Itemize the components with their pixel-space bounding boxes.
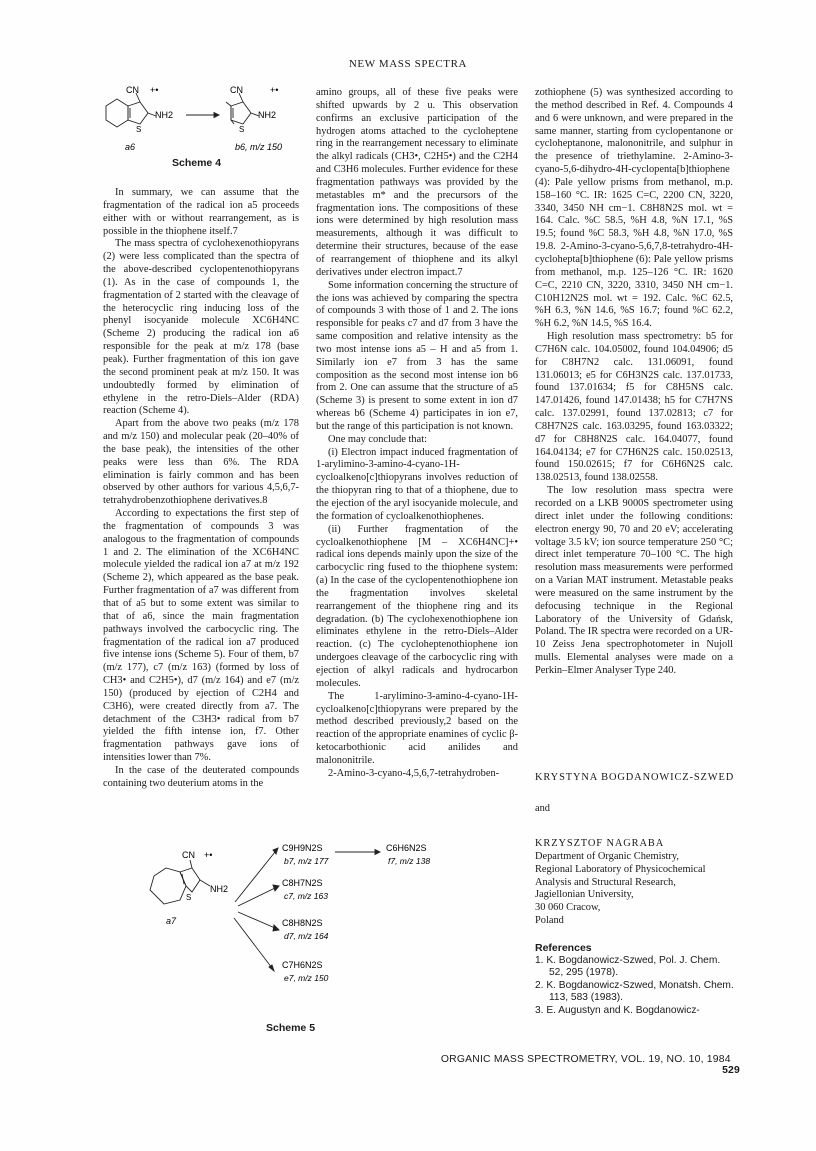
col1-paragraph: In summary, we can assume that the fragmentation of the radical ion a5 proceeds either with or without rearrangement, as is possible in the thiophene itself.7 [103, 187, 299, 237]
scheme-4-left-s: S [136, 125, 142, 134]
scheme-5-arrows [234, 848, 380, 971]
scheme-5-ion-formula: C8H8N2S [282, 918, 323, 928]
scheme-4-arrow [186, 113, 219, 118]
scheme-4-right-structure [226, 93, 259, 124]
references-heading: References [535, 942, 592, 954]
col3-paragraph: The low resolution mass spectra were recorded on a LKB 9000S spectrometer using direct inlet under the following conditions: electron energy 90, 70 and 20 eV; accelerating voltage 3.5 kV; ion source temperature 250 °C; direct inlet temperature 70–100 °C. The high resolution mass measurements were performed on a Varian MAT instrument. Metastable peaks were measured on the same instrument by the defocusing technique in the Regional Laboratory of the University of Gdańsk, Poland. The IR spectra were recorded on a UR-10 Zeiss Jena spectrophotometer in Nujoll mulls. Elemental analyses were made on a Perkin–Elmer Analyser Type 240. [535, 485, 733, 676]
scheme-4-right-ion-label: b6, m/z 150 [235, 142, 283, 152]
scheme-5-ion-formula: C6H6N2S [386, 843, 427, 853]
scheme-5-parent-label: a7 [166, 916, 177, 926]
affiliation-line: Regional Laboratory of Physicochemical [535, 863, 706, 875]
scheme-4-caption: Scheme 4 [172, 157, 222, 169]
affiliation-line: Department of Organic Chemistry, [535, 850, 679, 862]
scheme-5-figure [140, 840, 525, 1010]
col3-paragraph: zothiophene (5) was synthesized according to the method described in Ref. 4. Compounds 4 and 6 were unknown, and were prepared in the same manner, starting from cyclopentanone or cycloheptanone, malononitrile, and sulphur in the presence of triethylamine. 2-Amino-3-cyano-5,6-dihydro-4H-cyclopenta[b]thiophene (4): Pale yellow prisms from methanol, m.p. 158–160 °C. IR: 1625 C=C, 2200 CN, 3220, 3340, 3450 NH cm−1. C8H8N2S mol. wt = 164. Calc. %C 58.5, %H 4.8, %N 17.1, %S 19.5; found %C 58.3, %H 4.8, %N 17.0, %S 19.8. 2-Amino-3-cyano-5,6,7,8-tetrahydro-4H-cyclohepta[b]thiophene (6): Pale yellow prisms from methanol, m.p. 125–126 °C. IR: 1620 C=C, 2210 CN, 3220, 3310, 3450 NH cm−1. C10H12N2S mol. wt = 192. Calc. %C 62.5, %H 6.3, %N 14.6, %S 16.7; found %C 62.2, %H 6.2, %N 14.5, %S 16.4. [535, 87, 733, 330]
references-block [535, 942, 735, 1017]
scheme-4-left-ion-label: a6 [125, 142, 136, 152]
scheme-5-caption: Scheme 5 [266, 1022, 316, 1034]
scheme-4-left-cn: CN [126, 86, 139, 95]
scheme-5-s: S [186, 893, 192, 902]
col1-paragraph: According to expectations the first step of the fragmentation of compounds 3 was analogous to the fragmentation of compounds 1 and 2. The elimination of the XC6H4NC molecule yielded the radical ion a7 at m/z 192 (Scheme 2), which appeared as the base peak. Further fragmentation of a7 was different from that of a5 but to some extent was similar to that of a6, since the main fragmentation pathways involved the carbocyclic ring. The fragmentation of the radical ion a7 produced five intense ions (Scheme 5). Four of them, b7 (m/z 177), c7 (m/z 163) (formed by loss of CH3• and C2H5•), d7 (m/z 164) and e7 (m/z 150) (produced by ejection of C2H4 and C3H6), were created directly from a7. The detachment of the C3H3• radical from b7 yielded the fifth intense ion, f7. Other fragmentation pathways gave ions of intensities lower than 7%. [103, 508, 299, 764]
scheme-4-right-charge: +• [270, 86, 279, 95]
scheme-5-ion-label: d7, m/z 164 [284, 931, 329, 941]
scheme-4-left-charge: +• [150, 86, 159, 95]
scheme-4-right-s: S [239, 125, 245, 134]
col2-paragraph: (i) Electron impact induced fragmentation of 1-arylimino-3-amino-4-cyano-1H-cycloalkeno[c]thiopyrans involves reduction of the thiopyran ring to that of a thiophene, due to the ejection of the aryl isocyanide molecule, and the formation of cycloalkenothiophenes. [316, 446, 518, 522]
scheme-5-parent-structure [150, 860, 210, 904]
scheme-4-left-nh2: NH2 [155, 110, 174, 120]
column-3 [535, 87, 733, 678]
author-2: KRZYSZTOF NAGRABA [535, 837, 665, 849]
col1-paragraph: In the case of the deuterated compounds containing two deuterium atoms in the [103, 764, 299, 789]
scheme-5-ion-label: c7, m/z 163 [284, 891, 328, 901]
page-number: 529 [722, 1065, 740, 1076]
reference-item: 1. K. Bogdanowicz-Szwed, Pol. J. Chem. 52, 295 (1978). [535, 954, 721, 979]
col3-paragraph: High resolution mass spectrometry: b5 for C7H6N calc. 104.05002, found 104.04906; d5 for C8H7N2 calc. 131.06091, found 131.06013; e5 for C6H3N2S calc. 137.01733, found 137.01634; f5 for C8H5NS calc. 147.01426, found 147.01438; h5 for C7H7NS calc. 137.02991, found 137.02813; c7 for C8H7N2S calc. 163.03295, found 163.03322; d7 for C8H8N2S calc. 164.04077, found 164.04134; e7 for C7H6N2S calc. 150.02513, found 150.02615; f7 for C6H6N2S calc. 138.02513, found 138.02558. [535, 331, 733, 484]
col2-paragraph: (ii) Further fragmentation of the cycloalkenothiophene [M – XC6H4NC]+• radical ions depends mainly upon the size of the carbocyclic ring fused to the thiophene system: (a) In the case of the cyclopentenothiophene ion the fragmentation involves skeletal rearrangement of the thiophene ring and its degradation. (b) The cyclohexenothiophene ion eliminates ethylene in the retro-Diels–Alder reaction. (c) The cycloheptenothiophene ion undergoes cleavage of the carbocyclic ring with ejection of alkyl radicals and hydrocarbon molecules. [316, 523, 518, 689]
affiliation-line: Analysis and Structural Research, [535, 876, 676, 888]
scheme-4-left-structure [106, 93, 156, 127]
running-head: NEW MASS SPECTRA [348, 58, 468, 70]
col2-paragraph: One may conclude that: [328, 433, 427, 445]
col1-paragraph: Apart from the above two peaks (m/z 178 and m/z 150) and molecular peak (20–40% of the base peak), the intensities of the other peaks were less than 6%. The RDA elimination is fairly common and has been observed by other authors for various 4,5,6,7-tetrahydrobenzothiophene derivatives.8 [103, 418, 299, 507]
col1-paragraph: The mass spectra of cyclohexenothiopyrans (2) were less complicated than the spectra of the above-described cyclopentenothiopyrans (1). As in the case of compounds 1, the fragmentation of 2 started with the cleavage of the heterocyclic ring inducing loss of the phenyl isocyanide molecule XC6H4NC (Scheme 2) producing the radical ion a6 responsible for the peak at m/z 178 (base peak). Further fragmentation of this ion gave the second prominent peak at m/z 150. It was undoubtedly formed by elimination of ethylene in the retro-Diels–Alder (RDA) reaction (Scheme 4). [103, 238, 299, 417]
scheme-5-ion-label: b7, m/z 177 [284, 856, 329, 866]
scheme-5-nh2: NH2 [210, 884, 229, 894]
column-1 [103, 187, 299, 791]
reference-item: 2. K. Bogdanowicz-Szwed, Monatsh. Chem. 113, 583 (1983). [535, 979, 734, 1004]
scheme-5-cn: CN [182, 850, 195, 860]
scheme-4-right-cn: CN [230, 86, 243, 95]
col2-paragraph: 2-Amino-3-cyano-4,5,6,7-tetrahydroben- [328, 767, 500, 779]
col2-paragraph: amino groups, all of these five peaks were shifted upwards by 2 u. This observation confirms an exclusive participation of the hydrogen atoms attached to the cycloheptene ring in the rearrangement necessary to eliminate the alkyl radicals (CH3•, C2H5•) and the C2H4 and C3H6 molecules. Further evidence for these fragmentation pathways was provided by the metastables m* and the precursors of the fragmentation ions. The compositions of these ions were determined by high resolution mass measurements, although it was difficult to determine their structures, because of the ease of rearrangement of thiophene and its alkyl derivatives under electron impact.7 [316, 87, 518, 278]
col2-paragraph: Some information concerning the structure of the ions was achieved by comparing the spectra of compounds 3 with those of 1 and 2. The ions responsible for peaks c7 and d7 from 3 have the same composition and relative intensity as the two most intense ions a5 – H and a5 from 1. Similarly ion e7 from 3 has the same composition as the second most intense ion b6 from 2. One can assume that the structure of a5 (Scheme 3) is present to some extent in ion d7 whereas b6 (Scheme 4) participates in ion e7, but the range of this participation is not known. [316, 279, 518, 432]
column-2 [316, 87, 518, 781]
col2-paragraph: The 1-arylimino-3-amino-4-cyano-1H-cycloalkeno[c]thiopyrans were prepared by the method described previously,2 based on the reaction of the appropriate enamines of cyclic β-ketocarbothionic acid anilides and malononitrile. [316, 690, 518, 766]
affiliation-line: 30 060 Cracow, [535, 902, 601, 914]
scheme-5-ion-formula: C7H6N2S [282, 960, 323, 970]
authors-block [535, 772, 735, 928]
affiliation-line: Poland [535, 915, 564, 927]
page-footer [420, 1054, 740, 1076]
scheme-5-ion-label: f7, m/z 138 [388, 856, 431, 866]
reference-item: 3. E. Augustyn and K. Bogdanowicz- [535, 1004, 700, 1016]
scheme-4-figure [100, 86, 300, 156]
affiliation-line: Jagiellonian University, [535, 889, 634, 901]
scheme-5-charge: +• [204, 850, 213, 860]
scheme-5-ion-formula: C9H9N2S [282, 843, 323, 853]
scheme-5-ion-label: e7, m/z 150 [284, 973, 329, 983]
and-text: and [535, 802, 551, 814]
scheme-4-right-nh2: NH2 [258, 110, 277, 120]
journal-citation: ORGANIC MASS SPECTROMETRY, VOL. 19, NO. 10, 1984 [440, 1054, 731, 1065]
author-1: KRYSTYNA BOGDANOWICZ-SZWED [535, 772, 735, 783]
scheme-5-ion-formula: C8H7N2S [282, 878, 323, 888]
